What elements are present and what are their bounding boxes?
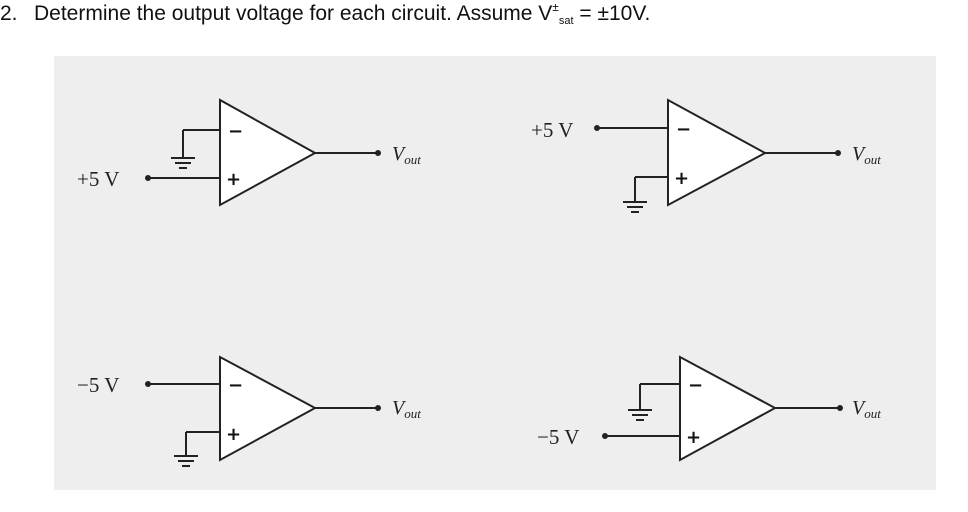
plus-sign: +	[226, 424, 242, 445]
input-voltage-label: +5 V	[77, 167, 120, 191]
vout-label: $V_{out}$	[852, 143, 881, 167]
minus-sign: −	[688, 375, 704, 396]
plus-sign: +	[674, 168, 690, 189]
circuit-bottom-left	[148, 357, 378, 466]
input-voltage-label: +5 V	[531, 118, 574, 142]
vsat-superscript: ±	[552, 0, 559, 14]
opamp-triangle	[668, 100, 765, 205]
plus-sign: +	[686, 427, 702, 448]
question-number: 2.	[0, 2, 18, 25]
vsat-value: = ±10V.	[573, 2, 651, 25]
circuit-bottom-right	[605, 357, 840, 460]
vout-label: $V_{out}$	[852, 397, 881, 421]
circuit-top-right	[597, 100, 838, 212]
minus-sign: −	[228, 375, 244, 396]
vout-label: $V_{out}$	[392, 397, 421, 421]
question-body: Determine the output voltage for each circuit. Assume V	[34, 2, 553, 25]
circuit-top-left	[148, 100, 378, 205]
vout-label: $V_{out}$	[392, 143, 421, 167]
minus-sign: −	[228, 121, 244, 142]
minus-sign: −	[676, 119, 692, 140]
input-voltage-label: −5 V	[537, 425, 580, 449]
vsat-subscript: sat	[558, 15, 574, 27]
plus-sign: +	[226, 169, 242, 190]
input-voltage-label: −5 V	[77, 373, 120, 397]
